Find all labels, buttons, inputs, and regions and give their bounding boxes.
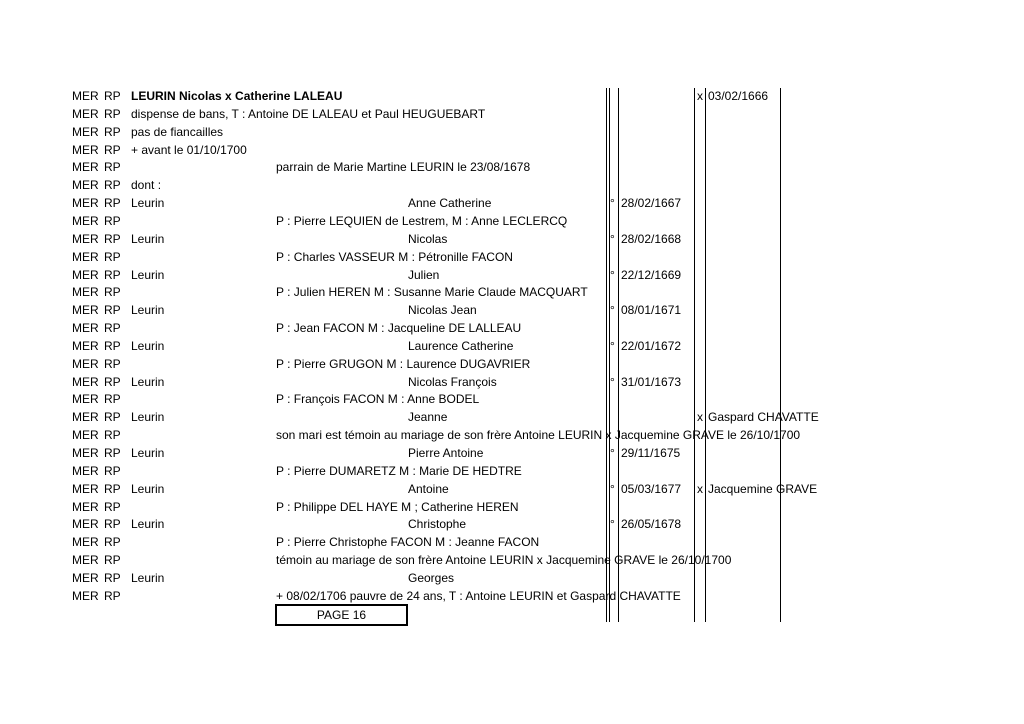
record-text: Leurin: [131, 268, 165, 282]
given-names: Jeanne: [408, 410, 448, 424]
given-names: Julien: [408, 268, 440, 282]
given-names: Nicolas Jean: [408, 303, 477, 317]
given-names: Laurence Catherine: [408, 339, 514, 353]
baptism-date: 28/02/1668: [621, 232, 682, 246]
baptism-mark: °: [610, 339, 615, 353]
mer-code: MER: [72, 303, 99, 317]
table-row: [0, 123, 1024, 141]
mer-code: MER: [72, 553, 99, 567]
detail-text: P : Pierre GRUGON M : Laurence DUGAVRIER: [276, 357, 531, 371]
marriage-mark: x: [697, 410, 703, 424]
rp-code: RP: [104, 89, 121, 103]
mer-code: MER: [72, 160, 99, 174]
rp-code: RP: [104, 410, 121, 424]
record-text: Leurin: [131, 232, 165, 246]
given-names: Nicolas François: [408, 375, 497, 389]
table-row: [0, 230, 1024, 248]
mer-code: MER: [72, 392, 99, 406]
table-row: [0, 551, 1024, 569]
rp-code: RP: [104, 232, 121, 246]
mer-code: MER: [72, 464, 99, 478]
rp-code: RP: [104, 482, 121, 496]
table-row: [0, 212, 1024, 230]
rp-code: RP: [104, 160, 121, 174]
mer-code: MER: [72, 517, 99, 531]
detail-text: P : Pierre Christophe FACON M : Jeanne FACON: [276, 535, 540, 549]
baptism-mark: °: [610, 196, 615, 210]
table-row: [0, 194, 1024, 212]
table-row: [0, 283, 1024, 301]
table-row: [0, 176, 1024, 194]
detail-text: P : Jean FACON M : Jacqueline DE LALLEAU: [276, 321, 522, 335]
rp-code: RP: [104, 571, 121, 585]
mer-code: MER: [72, 143, 99, 157]
table-row: [0, 426, 1024, 444]
rp-code: RP: [104, 196, 121, 210]
baptism-date: 29/11/1675: [621, 446, 681, 460]
mer-code: MER: [72, 535, 99, 549]
table-row: [0, 373, 1024, 391]
record-text: Leurin: [131, 410, 165, 424]
rp-code: RP: [104, 178, 121, 192]
mer-code: MER: [72, 89, 99, 103]
rp-code: RP: [104, 500, 121, 514]
rp-code: RP: [104, 268, 121, 282]
baptism-date: 31/01/1673: [621, 375, 682, 389]
detail-text: son mari est témoin au mariage de son frère Antoine LEURIN x Jacquemine GRAVE le 26/10/1700: [276, 428, 801, 442]
table-row: [0, 515, 1024, 533]
mer-code: MER: [72, 482, 99, 496]
rp-code: RP: [104, 214, 121, 228]
table-row: [0, 569, 1024, 587]
rp-code: RP: [104, 428, 121, 442]
record-text: Leurin: [131, 482, 165, 496]
record-text: Leurin: [131, 375, 165, 389]
record-text: Leurin: [131, 517, 165, 531]
table-row: [0, 587, 1024, 605]
mer-code: MER: [72, 339, 99, 353]
mer-code: MER: [72, 446, 99, 460]
table-row: [0, 390, 1024, 408]
record-text: Leurin: [131, 196, 165, 210]
table-row: [0, 444, 1024, 462]
mer-code: MER: [72, 125, 99, 139]
rp-code: RP: [104, 553, 121, 567]
table-row: [0, 462, 1024, 480]
marriage-info: Jacquemine GRAVE: [708, 482, 818, 496]
baptism-mark: °: [610, 482, 615, 496]
rp-code: RP: [104, 517, 121, 531]
table-row: [0, 141, 1024, 159]
rp-code: RP: [104, 535, 121, 549]
table-row: [0, 319, 1024, 337]
table-row: [0, 480, 1024, 498]
mer-code: MER: [72, 250, 99, 264]
given-names: Pierre Antoine: [408, 446, 484, 460]
mer-code: MER: [72, 410, 99, 424]
marriage-mark: x: [697, 482, 703, 496]
record-text: Leurin: [131, 571, 165, 585]
rp-code: RP: [104, 589, 121, 603]
detail-text: P : Pierre LEQUIEN de Lestrem, M : Anne LECLERCQ: [276, 214, 568, 228]
given-names: Nicolas: [408, 232, 448, 246]
baptism-mark: °: [610, 303, 615, 317]
table-row: [0, 408, 1024, 426]
rp-code: RP: [104, 321, 121, 335]
table-row: [0, 498, 1024, 516]
detail-text: parrain de Marie Martine LEURIN le 23/08/1678: [276, 160, 531, 174]
mer-code: MER: [72, 500, 99, 514]
rp-code: RP: [104, 375, 121, 389]
rp-code: RP: [104, 125, 121, 139]
record-text: + avant le 01/10/1700: [131, 143, 247, 157]
record-text: dispense de bans, T : Antoine DE LALEAU et Paul HEUGUEBART: [131, 107, 486, 121]
detail-text: P : François FACON M : Anne BODEL: [276, 392, 480, 406]
baptism-date: 28/02/1667: [621, 196, 682, 210]
table-row: [0, 533, 1024, 551]
rp-code: RP: [104, 250, 121, 264]
mer-code: MER: [72, 196, 99, 210]
rp-code: RP: [104, 143, 121, 157]
record-text: Leurin: [131, 446, 165, 460]
baptism-date: 26/05/1678: [621, 517, 682, 531]
mer-code: MER: [72, 285, 99, 299]
table-row: [0, 105, 1024, 123]
baptism-date: 05/03/1677: [621, 482, 682, 496]
detail-text: P : Julien HEREN M : Susanne Marie Claude MACQUART: [276, 285, 588, 299]
table-row: [0, 87, 1024, 105]
rp-code: RP: [104, 285, 121, 299]
mer-code: MER: [72, 232, 99, 246]
page-number-box: PAGE 16: [275, 604, 408, 626]
rp-code: RP: [104, 392, 121, 406]
record-text: pas de fiancailles: [131, 125, 224, 139]
baptism-date: 22/12/1669: [621, 268, 682, 282]
rp-code: RP: [104, 303, 121, 317]
baptism-mark: °: [610, 446, 615, 460]
record-text: LEURIN Nicolas x Catherine LALEAU: [131, 89, 343, 103]
marriage-mark: x: [697, 89, 703, 103]
given-names: Georges: [408, 571, 455, 585]
table-row: [0, 355, 1024, 373]
table-row: [0, 266, 1024, 284]
table-row: [0, 158, 1024, 176]
marriage-info: Gaspard CHAVATTE: [708, 410, 819, 424]
detail-text: P : Pierre DUMARETZ M : Marie DE HEDTRE: [276, 464, 522, 478]
marriage-info: 03/02/1666: [708, 89, 769, 103]
detail-text: témoin au mariage de son frère Antoine LEURIN x Jacquemine GRAVE le 26/10/1700: [276, 553, 732, 567]
rp-code: RP: [104, 357, 121, 371]
mer-code: MER: [72, 178, 99, 192]
rp-code: RP: [104, 339, 121, 353]
mer-code: MER: [72, 375, 99, 389]
detail-text: + 08/02/1706 pauvre de 24 ans, T : Antoine LEURIN et Gaspard CHAVATTE: [276, 589, 681, 603]
given-names: Christophe: [408, 517, 467, 531]
record-text: Leurin: [131, 339, 165, 353]
detail-text: P : Charles VASSEUR M : Pétronille FACON: [276, 250, 513, 264]
baptism-mark: °: [610, 268, 615, 282]
mer-code: MER: [72, 214, 99, 228]
mer-code: MER: [72, 107, 99, 121]
mer-code: MER: [72, 321, 99, 335]
given-names: Anne Catherine: [408, 196, 492, 210]
record-text: Leurin: [131, 303, 165, 317]
baptism-mark: °: [610, 375, 615, 389]
rp-code: RP: [104, 446, 121, 460]
mer-code: MER: [72, 589, 99, 603]
baptism-date: 08/01/1671: [621, 303, 682, 317]
table-row: [0, 301, 1024, 319]
record-text: dont :: [131, 178, 162, 192]
given-names: Antoine: [408, 482, 449, 496]
baptism-date: 22/01/1672: [621, 339, 682, 353]
table-row: [0, 248, 1024, 266]
rp-code: RP: [104, 464, 121, 478]
mer-code: MER: [72, 357, 99, 371]
mer-code: MER: [72, 268, 99, 282]
baptism-mark: °: [610, 517, 615, 531]
mer-code: MER: [72, 571, 99, 585]
detail-text: P : Philippe DEL HAYE M ; Catherine HEREN: [276, 500, 519, 514]
mer-code: MER: [72, 428, 99, 442]
table-row: [0, 337, 1024, 355]
baptism-mark: °: [610, 232, 615, 246]
rp-code: RP: [104, 107, 121, 121]
